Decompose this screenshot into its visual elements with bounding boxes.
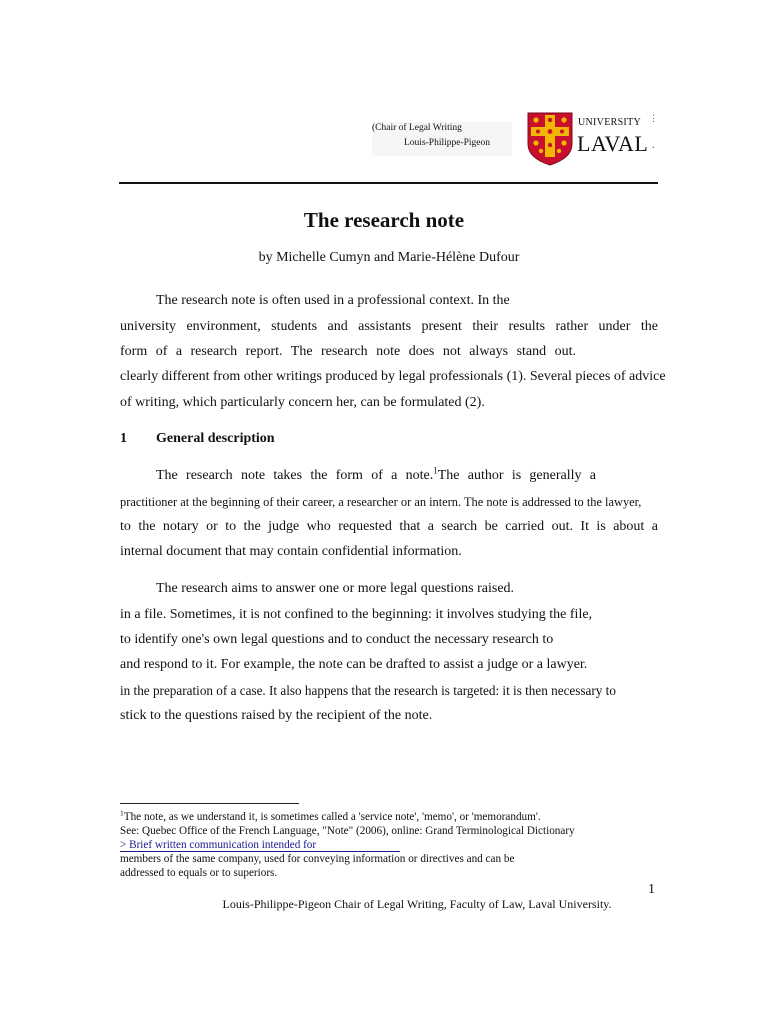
para2-line-1-end: The author is generally a xyxy=(437,468,596,483)
para2-line-1-start: The research note takes the form of a note. xyxy=(156,468,434,483)
footnote-link[interactable]: > Brief written communication intended for xyxy=(120,839,317,851)
para3-line-4: and respond to it. For example, the note can be drafted to assist a judge or a lawyer. xyxy=(120,657,588,672)
chair-logo-text xyxy=(372,122,512,156)
footnote-1-line-1 xyxy=(120,810,541,824)
intro-line-3: form of a research report. The research note does not always stand out. xyxy=(120,344,576,359)
footnote-separator xyxy=(120,803,299,804)
footnote-1-line-1-text: The note, as we understand it, is sometimes called a 'service note', 'memo', or 'memorandum'. xyxy=(123,811,541,823)
para2-line-1 xyxy=(156,467,596,485)
para3-line-3: to identify one's own legal questions and to conduct the necessary research to xyxy=(120,632,554,647)
chair-line-2: Louis-Philippe-Pigeon xyxy=(404,138,491,148)
page-footer: Louis-Philippe-Pigeon Chair of Legal Writing, Faculty of Law, Laval University. xyxy=(222,897,612,911)
page-number: 1 xyxy=(648,882,655,897)
laval-wordmark: LAVAL xyxy=(577,131,649,156)
footnote-1-line-5: addressed to equals or to superiors. xyxy=(120,867,278,879)
intro-line-4: clearly different from other writings produced by legal professionals (1). Several pieces of advice xyxy=(120,369,666,384)
chair-line-1: (Chair of Legal Writing xyxy=(372,123,462,133)
footnote-reference[interactable]: 1 xyxy=(433,467,438,476)
university-label: UNIVERSITY xyxy=(578,117,641,128)
para2-line-2: practitioner at the beginning of their career, a researcher or an intern. The note is addressed to the lawyer, xyxy=(120,495,642,509)
para2-line-3: to the notary or to the judge who requested that a search be carried out. It is about a xyxy=(120,519,658,534)
para3-line-6: stick to the questions raised by the recipient of the note. xyxy=(120,708,433,723)
intro-line-1: The research note is often used in a professional context. In the xyxy=(156,293,510,308)
footnote-number: 1 xyxy=(120,808,124,818)
para3-line-5: in the preparation of a case. It also happens that the research is targeted: it is then necessary to xyxy=(120,683,616,698)
intro-line-5: of writing, which particularly concern her, can be formulated (2). xyxy=(120,395,485,410)
logo-artifact-dot: . xyxy=(652,140,655,151)
document-authors: by Michelle Cumyn and Marie-Hélène Dufour xyxy=(258,250,520,265)
footnote-1-line-4: members of the same company, used for conveying information or directives and can be xyxy=(120,853,515,865)
footnote-1-line-2: See: Quebec Office of the French Language, "Note" (2006), online: Grand Terminological Dictionary xyxy=(120,825,575,837)
para3-line-2: in a file. Sometimes, it is not confined to the beginning: it involves studying the file, xyxy=(120,607,593,622)
section-title: General description xyxy=(156,431,275,446)
document-title: The research note xyxy=(303,208,465,232)
para2-line-4: internal document that may contain confidential information. xyxy=(120,544,462,559)
laval-shield-logo xyxy=(527,112,573,166)
intro-line-2: university environment, students and assistants present their results rather under the xyxy=(120,319,658,334)
logo-artifact-mark: ⋮ xyxy=(649,113,658,123)
section-number: 1 xyxy=(120,431,127,446)
para3-line-1: The research aims to answer one or more legal questions raised. xyxy=(156,581,515,596)
header-divider xyxy=(119,182,658,184)
